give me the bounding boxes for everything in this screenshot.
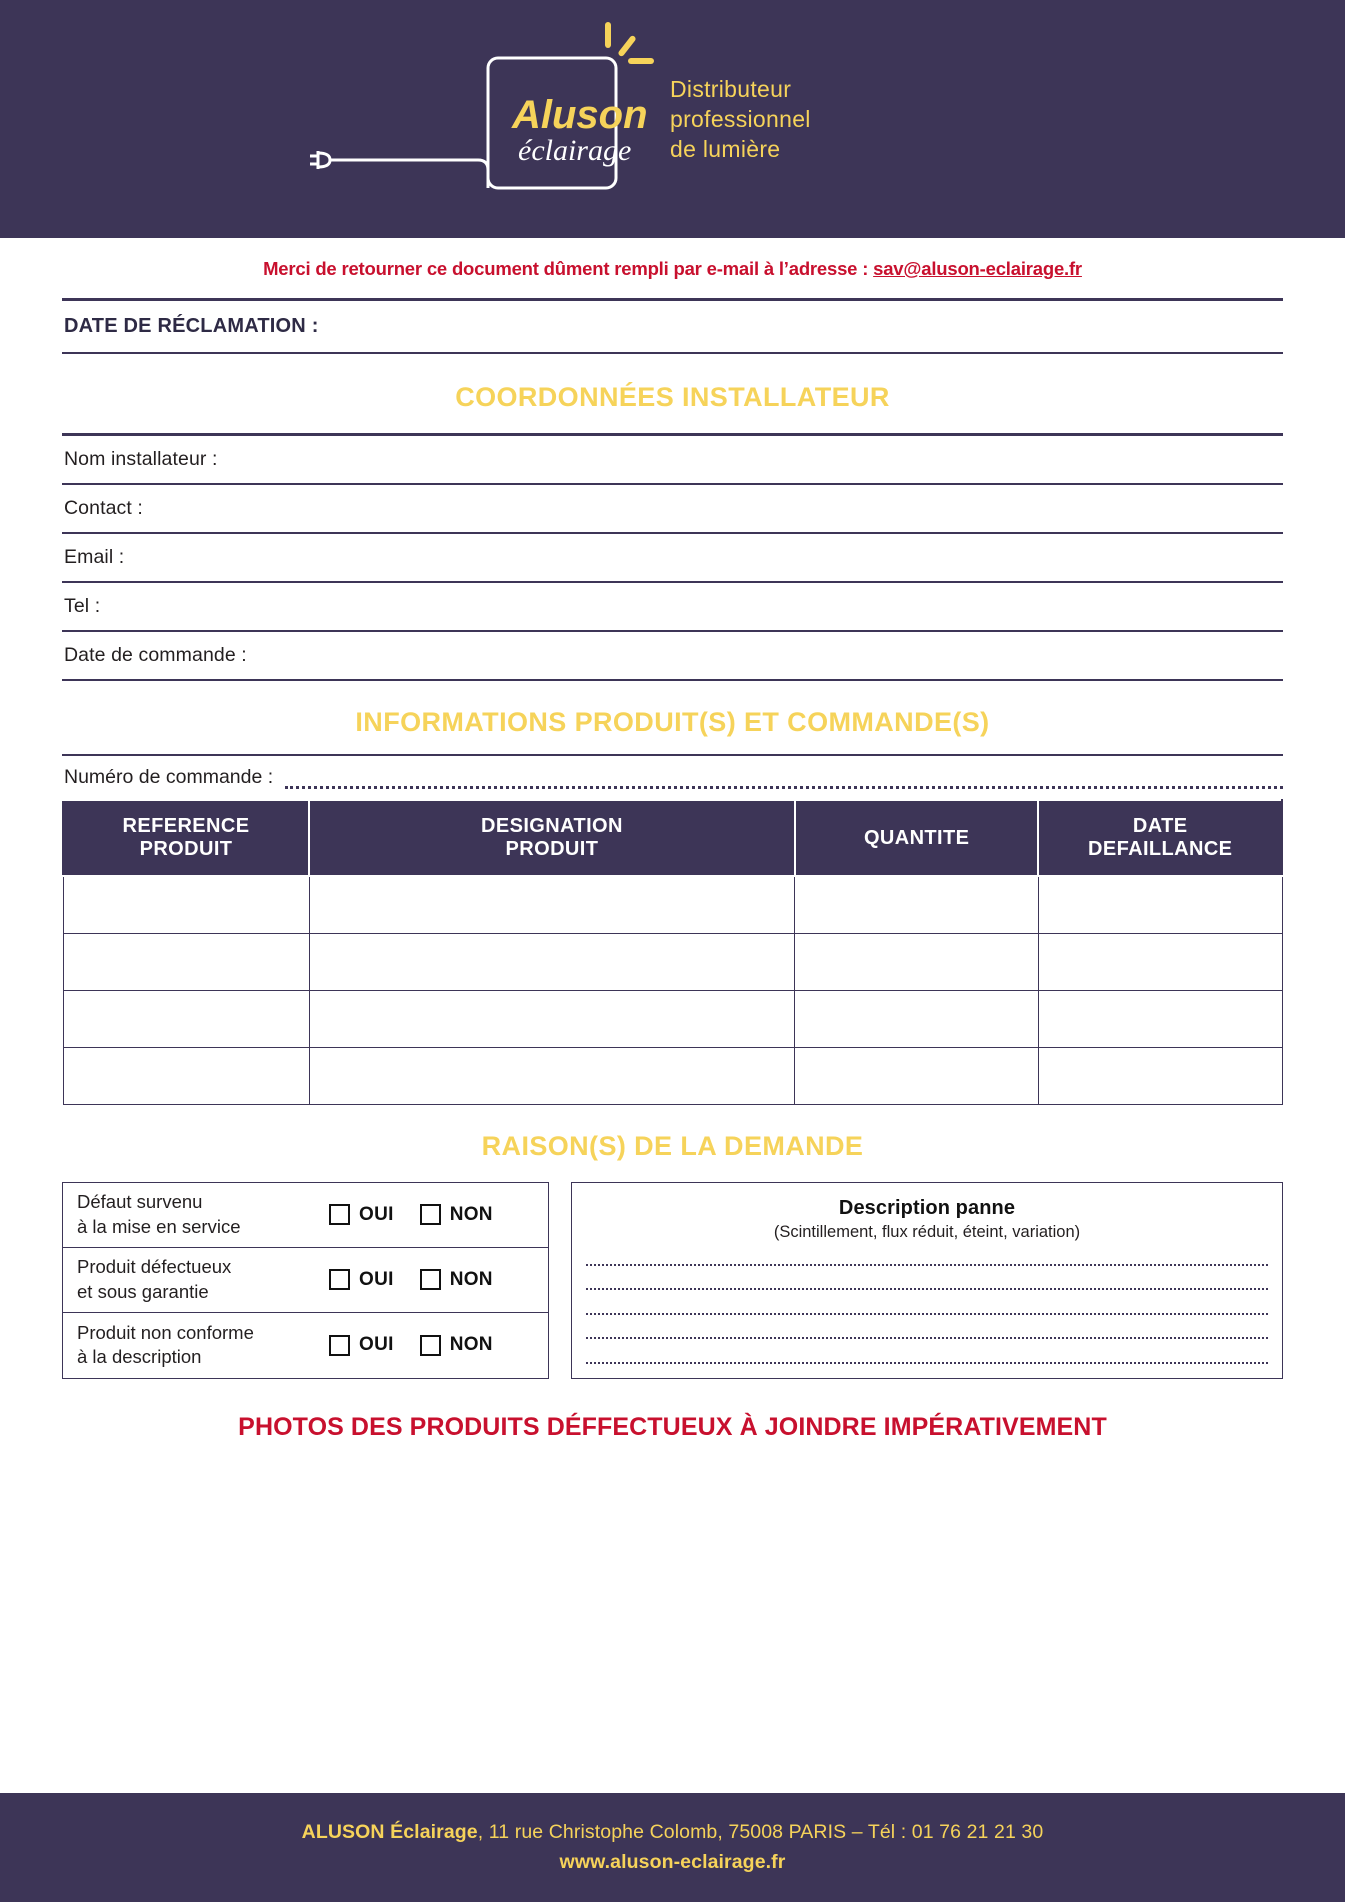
return-instruction xyxy=(62,258,1283,280)
cell-quantite[interactable] xyxy=(795,933,1039,990)
column-header-reference-line2: PRODUIT xyxy=(139,838,233,861)
page-header xyxy=(0,0,1345,238)
checkbox-reason-1-oui[interactable] xyxy=(329,1204,350,1225)
cell-reference[interactable] xyxy=(63,876,309,933)
reason-row-defaut-mise-en-service xyxy=(63,1183,548,1248)
cell-quantite[interactable] xyxy=(795,1047,1039,1104)
field-nom-installateur[interactable]: Nom installateur : xyxy=(64,447,218,470)
reason-row-produit-non-conforme xyxy=(63,1313,548,1378)
reason-1-yes-group[interactable] xyxy=(329,1204,394,1226)
tagline-line-1: Distributeur xyxy=(670,76,792,102)
cell-date[interactable] xyxy=(1038,876,1282,933)
checkbox-label-oui: OUI xyxy=(359,1268,394,1290)
reasons-area xyxy=(62,1182,1283,1379)
table-row xyxy=(63,1047,1282,1104)
order-number-row[interactable] xyxy=(62,756,1283,795)
checkbox-label-oui: OUI xyxy=(359,1334,394,1356)
column-header-reference-line1: REFERENCE xyxy=(122,815,250,837)
column-header-quantite: QUANTITE xyxy=(795,800,1039,876)
checkbox-reason-1-non[interactable] xyxy=(420,1204,441,1225)
description-line[interactable] xyxy=(586,1313,1268,1315)
cell-designation[interactable] xyxy=(309,933,795,990)
checkbox-label-non: NON xyxy=(449,1203,493,1225)
logo-wordmark-aluson: Aluson xyxy=(512,93,648,137)
cell-reference[interactable] xyxy=(63,933,309,990)
return-instruction-text: Merci de retourner ce document dûment rempli par e-mail à l’adresse : xyxy=(263,258,874,279)
aluson-logo-icon xyxy=(300,10,720,200)
column-header-reference-produit xyxy=(63,800,309,876)
tagline-line-2: professionnel xyxy=(670,106,811,132)
reason-label-1-line2: à la mise en service xyxy=(77,1215,241,1237)
section-title-product: INFORMATIONS PRODUIT(S) ET COMMANDE(S) xyxy=(355,706,990,737)
tagline-line-3: de lumière xyxy=(670,136,781,162)
column-header-date-line1: DATE xyxy=(1132,815,1188,837)
checkbox-reason-2-non[interactable] xyxy=(420,1269,441,1290)
description-panne-box[interactable] xyxy=(571,1182,1283,1379)
checkbox-reason-3-oui[interactable] xyxy=(329,1335,350,1356)
reason-label-3-line1: Produit non conforme xyxy=(77,1321,254,1343)
photos-warning-text: PHOTOS DES PRODUITS DÉFFECTUEUX À JOINDRE IMPÉRATIVEMENT xyxy=(238,1412,1107,1441)
section-title-installer: COORDONNÉES INSTALLATEUR xyxy=(455,382,890,412)
column-header-designation-line2: PRODUIT xyxy=(505,838,599,861)
page-footer xyxy=(0,1793,1345,1902)
table-row xyxy=(63,876,1282,933)
column-header-designation-produit xyxy=(309,800,795,876)
form-body xyxy=(0,258,1345,1878)
description-line[interactable] xyxy=(586,1264,1268,1266)
cell-designation[interactable] xyxy=(309,990,795,1047)
products-table-header-row xyxy=(63,800,1282,876)
order-number-label: Numéro de commande : xyxy=(64,766,274,788)
reason-3-yes-group[interactable] xyxy=(329,1334,394,1356)
column-header-designation-line1: DESIGNATION xyxy=(481,815,623,837)
sav-email-link[interactable]: sav@aluson-eclairage.fr xyxy=(873,258,1082,279)
reason-label-2-line2: et sous garantie xyxy=(77,1280,209,1302)
column-header-date-line2: DEFAILLANCE xyxy=(1088,838,1233,861)
checkbox-label-oui: OUI xyxy=(359,1203,394,1225)
description-panne-title: Description panne xyxy=(838,1196,1016,1219)
cell-date[interactable] xyxy=(1038,990,1282,1047)
description-panne-lines[interactable] xyxy=(586,1264,1268,1368)
products-table xyxy=(62,799,1283,1105)
brand-logo-group xyxy=(0,0,1345,238)
checkbox-label-non: NON xyxy=(449,1334,493,1356)
table-row xyxy=(63,933,1282,990)
field-tel[interactable]: Tel : xyxy=(64,594,101,617)
reason-label-1 xyxy=(77,1190,329,1239)
reason-row-produit-defectueux xyxy=(63,1248,548,1313)
cell-designation[interactable] xyxy=(309,876,795,933)
logo-wordmark-eclairage: éclairage xyxy=(518,134,632,167)
reason-1-no-group[interactable] xyxy=(420,1204,493,1226)
field-email[interactable]: Email : xyxy=(64,545,125,568)
description-line[interactable] xyxy=(586,1337,1268,1339)
checkbox-reason-2-oui[interactable] xyxy=(329,1269,350,1290)
description-line[interactable] xyxy=(586,1362,1268,1364)
brand-tagline xyxy=(670,74,811,164)
reason-2-yes-group[interactable] xyxy=(329,1269,394,1291)
reason-label-3-line2: à la description xyxy=(77,1346,202,1368)
reason-label-2-line1: Produit défectueux xyxy=(77,1256,232,1278)
cell-date[interactable] xyxy=(1038,1047,1282,1104)
cell-designation[interactable] xyxy=(309,1047,795,1104)
field-contact[interactable]: Contact : xyxy=(64,496,143,519)
footer-website[interactable]: www.aluson-eclairage.fr xyxy=(559,1851,786,1873)
reasons-checkbox-box xyxy=(62,1182,549,1379)
footer-company-name: ALUSON Éclairage xyxy=(301,1821,478,1843)
claim-date-label: DATE DE RÉCLAMATION : xyxy=(64,314,319,337)
cell-quantite[interactable] xyxy=(795,990,1039,1047)
reason-3-no-group[interactable] xyxy=(420,1334,493,1356)
checkbox-label-non: NON xyxy=(449,1268,493,1290)
field-date-commande[interactable]: Date de commande : xyxy=(64,643,247,666)
cell-date[interactable] xyxy=(1038,933,1282,990)
reason-2-no-group[interactable] xyxy=(420,1269,493,1291)
column-header-date-defaillance xyxy=(1038,800,1282,876)
cell-reference[interactable] xyxy=(63,990,309,1047)
table-row xyxy=(63,990,1282,1047)
description-panne-subtitle: (Scintillement, flux réduit, éteint, variation) xyxy=(773,1222,1081,1241)
reason-label-3 xyxy=(77,1321,329,1370)
footer-address: , 11 rue Christophe Colomb, 75008 PARIS – Tél : 01 76 21 21 30 xyxy=(477,1821,1044,1843)
checkbox-reason-3-non[interactable] xyxy=(420,1335,441,1356)
order-number-input[interactable] xyxy=(285,779,1283,789)
reason-label-1-line1: Défaut survenu xyxy=(77,1191,203,1213)
reason-label-2 xyxy=(77,1255,329,1304)
description-line[interactable] xyxy=(586,1288,1268,1290)
cell-reference[interactable] xyxy=(63,1047,309,1104)
section-title-reasons: RAISON(S) DE LA DEMANDE xyxy=(481,1130,864,1161)
footer-contact-line xyxy=(302,1821,1044,1844)
cell-quantite[interactable] xyxy=(795,876,1039,933)
